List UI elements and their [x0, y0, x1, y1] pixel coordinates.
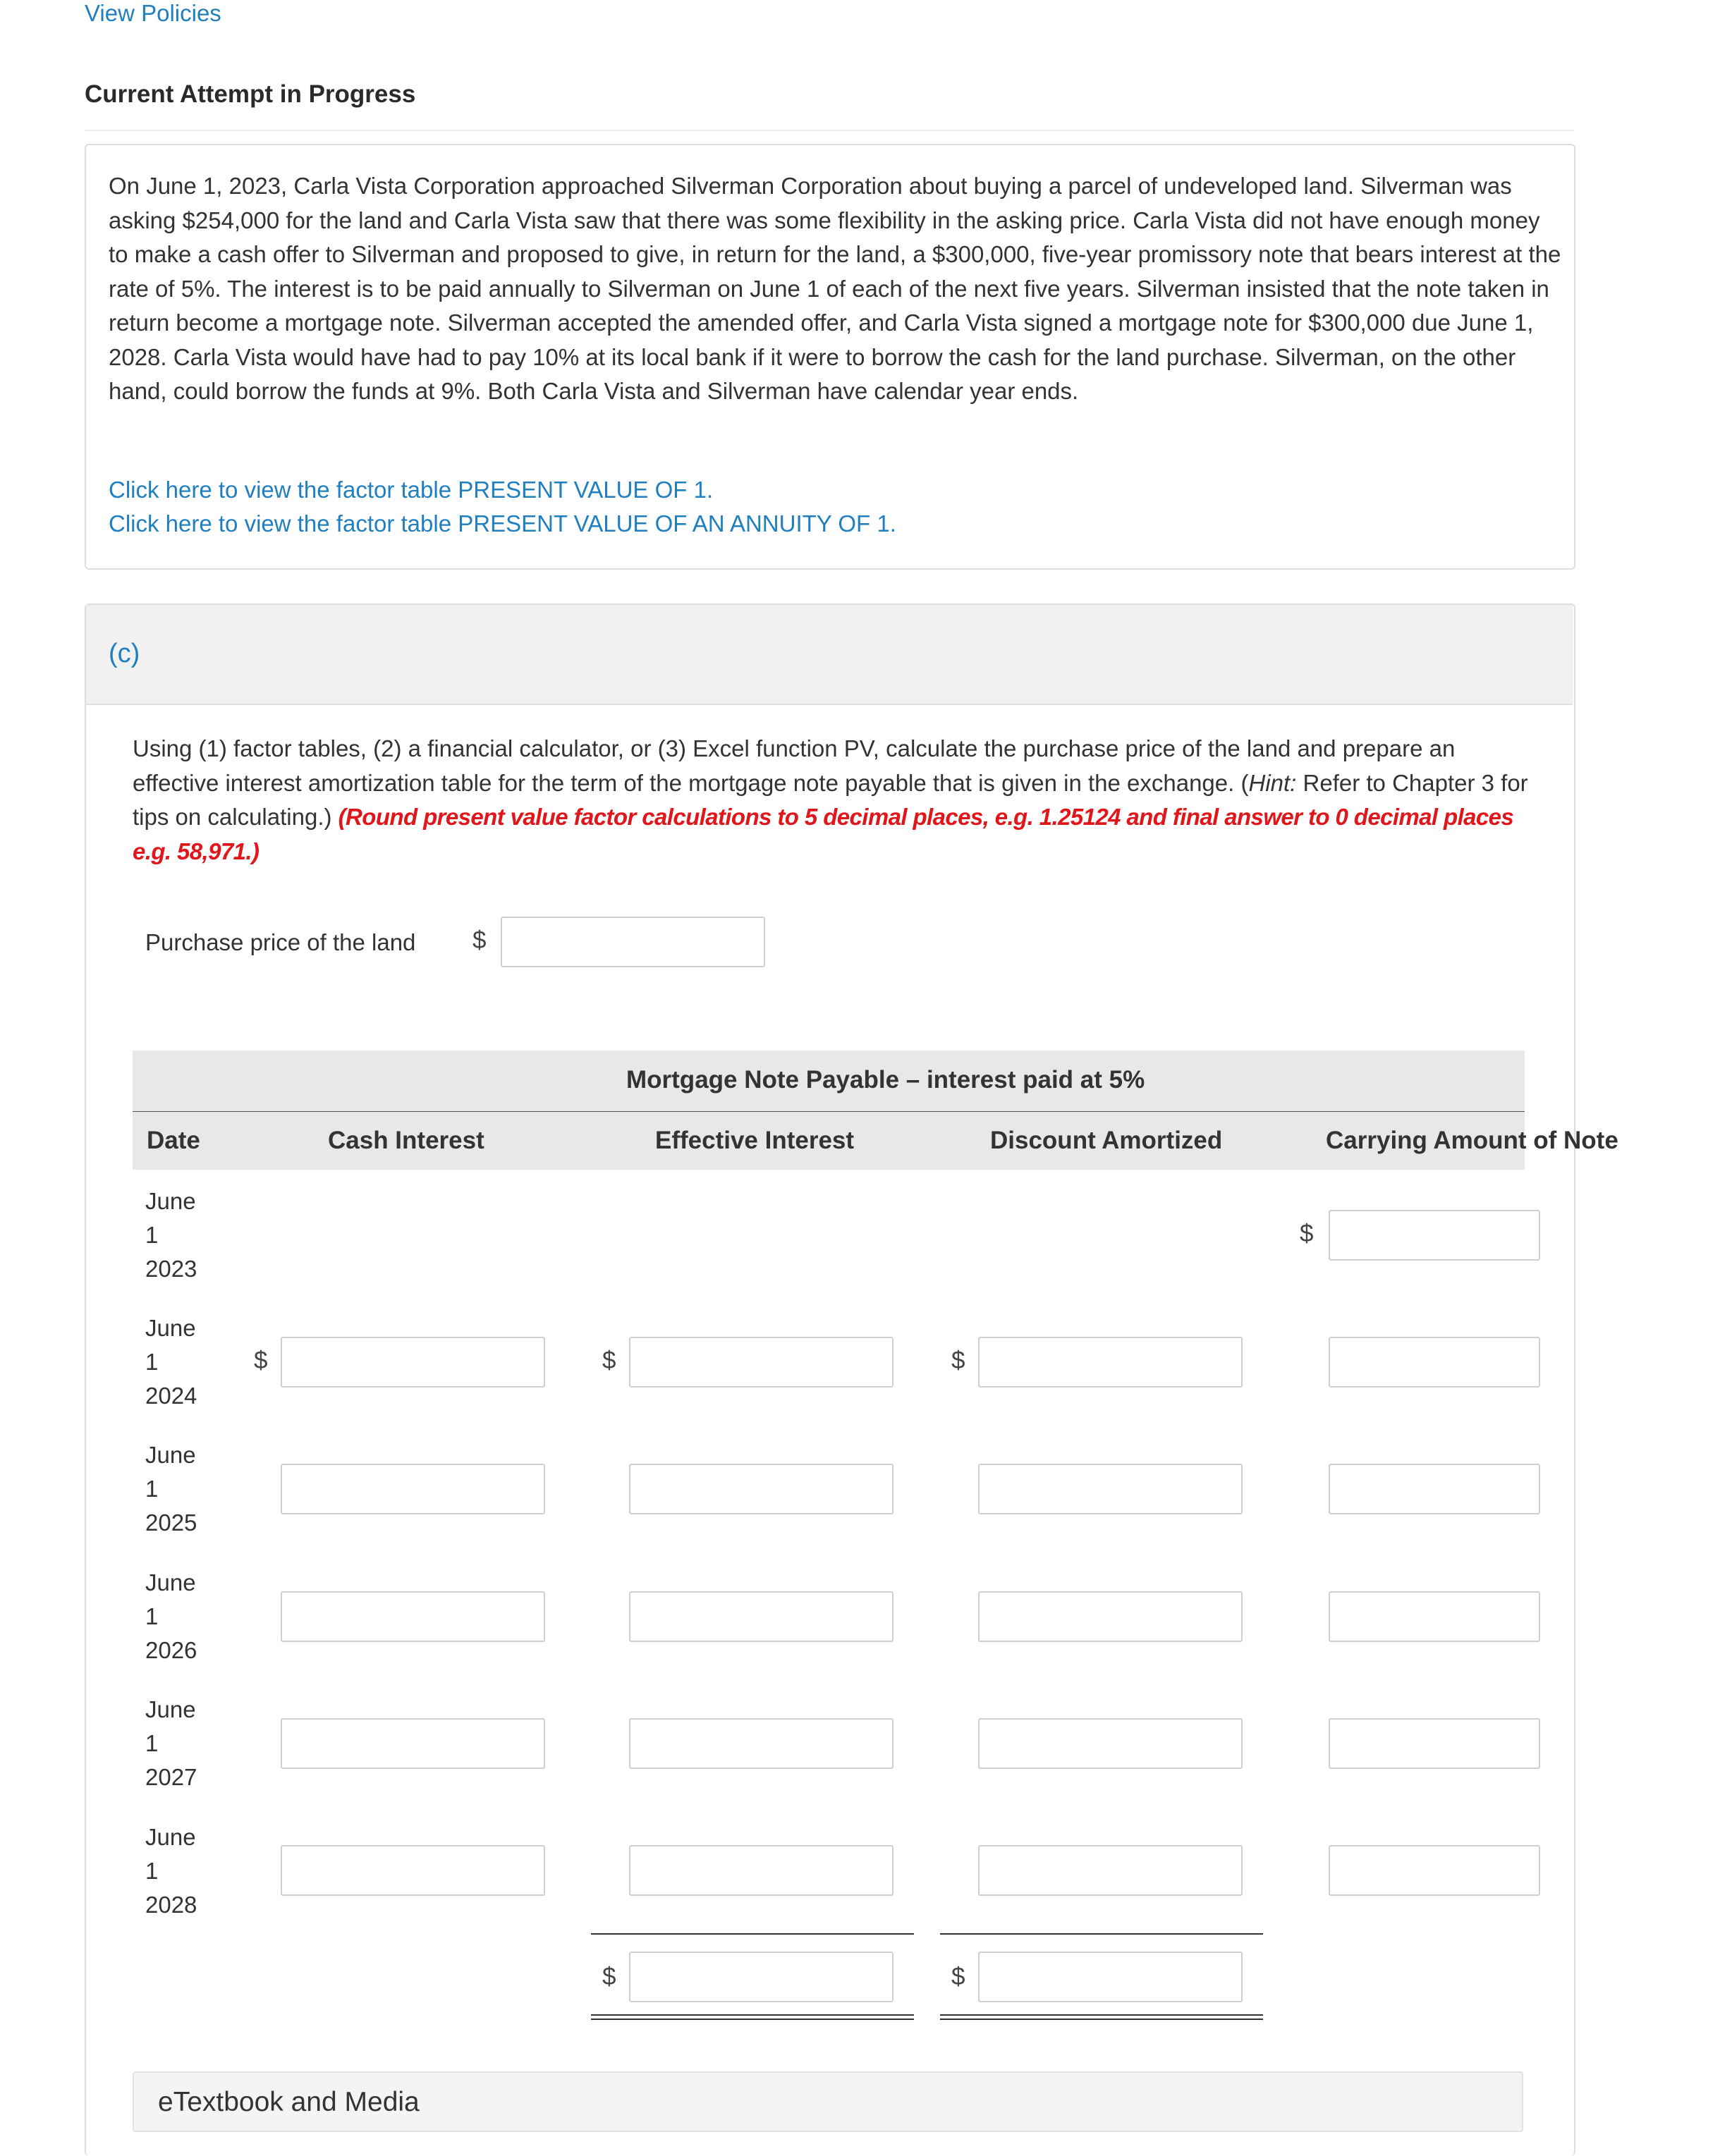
purchase-price-input[interactable] [501, 917, 765, 967]
part-label: (c) [109, 639, 140, 668]
currency-sign: $ [951, 1963, 965, 1990]
currency-sign: $ [472, 926, 487, 954]
discount-amortized-total-input[interactable] [978, 1952, 1243, 2002]
col-discount-amortized: Discount Amortized [990, 1127, 1223, 1154]
effective-interest-input-2028[interactable] [629, 1845, 894, 1896]
pva-factor-table-link[interactable]: Click here to view the factor table PRESENT VALUE OF AN ANNUITY OF 1. [109, 510, 896, 537]
effective-interest-input-2026[interactable] [629, 1591, 894, 1642]
etextbook-label: eTextbook and Media [158, 2087, 420, 2117]
discount-amortized-input-2024[interactable] [978, 1337, 1243, 1388]
discount-amortized-input-2027[interactable] [978, 1718, 1243, 1769]
currency-sign: $ [602, 1963, 616, 1990]
currency-sign: $ [951, 1347, 965, 1374]
carrying-amount-input-2027[interactable] [1329, 1718, 1540, 1769]
row-date: June 1 2027 [145, 1696, 197, 1790]
row-date: June 1 2028 [145, 1824, 197, 1918]
currency-sign: $ [254, 1347, 268, 1374]
col-carrying-amount: Carrying Amount of Note [1326, 1127, 1618, 1154]
view-policies-link[interactable]: View Policies [85, 0, 221, 26]
carrying-amount-input-2023[interactable] [1329, 1210, 1540, 1261]
effective-interest-input-2024[interactable] [629, 1337, 894, 1388]
carrying-amount-input-2026[interactable] [1329, 1591, 1540, 1642]
row-date: June 1 2024 [145, 1315, 197, 1409]
purchase-price-label: Purchase price of the land [145, 929, 416, 955]
cash-interest-input-2027[interactable] [281, 1718, 545, 1769]
cash-interest-input-2028[interactable] [281, 1845, 545, 1896]
row-date: June 1 2025 [145, 1442, 197, 1536]
discount-amortized-input-2025[interactable] [978, 1464, 1243, 1514]
cash-interest-input-2024[interactable] [281, 1337, 545, 1388]
double-rule [591, 2019, 914, 2020]
carrying-amount-input-2028[interactable] [1329, 1845, 1540, 1896]
carrying-amount-input-2024[interactable] [1329, 1337, 1540, 1388]
effective-interest-input-2025[interactable] [629, 1464, 894, 1514]
double-rule [940, 2014, 1263, 2016]
cash-interest-input-2026[interactable] [281, 1591, 545, 1642]
currency-sign: $ [602, 1347, 616, 1374]
discount-amortized-input-2026[interactable] [978, 1591, 1243, 1642]
col-effective-interest: Effective Interest [655, 1127, 855, 1154]
part-instructions: Using (1) factor tables, (2) a financial calculator, or (3) Excel function PV, calculate the purchase price of the land and prepare an effective interest amortization table for the term of the mortgage note payable that is given in the exchange. (Hint: Refer to Chapter 3 for tips on calculating.) (Round present value factor calculations to 5 decimal places, e.g. 1.25124 and final answer to 0 decimal places e.g. 58,971.) [133, 735, 1528, 864]
carrying-amount-input-2025[interactable] [1329, 1464, 1540, 1514]
discount-amortized-input-2028[interactable] [978, 1845, 1243, 1896]
total-rule [591, 1933, 914, 1935]
row-date: June 1 2023 [145, 1188, 197, 1282]
question-text: On June 1, 2023, Carla Vista Corporation approached Silverman Corporation about buying a parcel of undeveloped land. Silverman was asking $254,000 for the land and Carla Vista saw that there was some flexibility in the asking price. Carla Vista did not have enough money to make a cash offer to Silverman and proposed to give, in return for the land, a $300,000, five-year promissory note that bears interest at the rate of 5%. The interest is to be paid annually to Silverman on June 1 of each of the next five years. Silverman insisted that the note taken in return become a mortgage note. Silverman accepted the amended offer, and Carla Vista signed a mortgage note for $300,000 due June 1, 2028. Carla Vista would have had to pay 10% at its local bank if it were to borrow the cash for the land purchase. Silverman, on the other hand, could borrow the funds at 9%. Both Carla Vista and Silverman have calendar year ends. [109, 173, 1561, 404]
row-date: June 1 2026 [145, 1569, 197, 1663]
currency-sign: $ [1300, 1220, 1314, 1247]
col-date: Date [147, 1127, 200, 1154]
cash-interest-input-2025[interactable] [281, 1464, 545, 1514]
double-rule [940, 2019, 1263, 2020]
table-title: Mortgage Note Payable – interest paid at 5% [626, 1066, 1145, 1094]
effective-interest-total-input[interactable] [629, 1952, 894, 2002]
etextbook-and-media-button[interactable] [133, 2071, 1523, 2132]
part-header [86, 605, 1573, 705]
attempt-title: Current Attempt in Progress [85, 80, 416, 108]
col-cash-interest: Cash Interest [328, 1127, 484, 1154]
double-rule [591, 2014, 914, 2016]
pv-factor-table-link[interactable]: Click here to view the factor table PRESENT VALUE OF 1. [109, 477, 714, 503]
divider [85, 130, 1574, 131]
total-rule [940, 1933, 1263, 1935]
effective-interest-input-2027[interactable] [629, 1718, 894, 1769]
